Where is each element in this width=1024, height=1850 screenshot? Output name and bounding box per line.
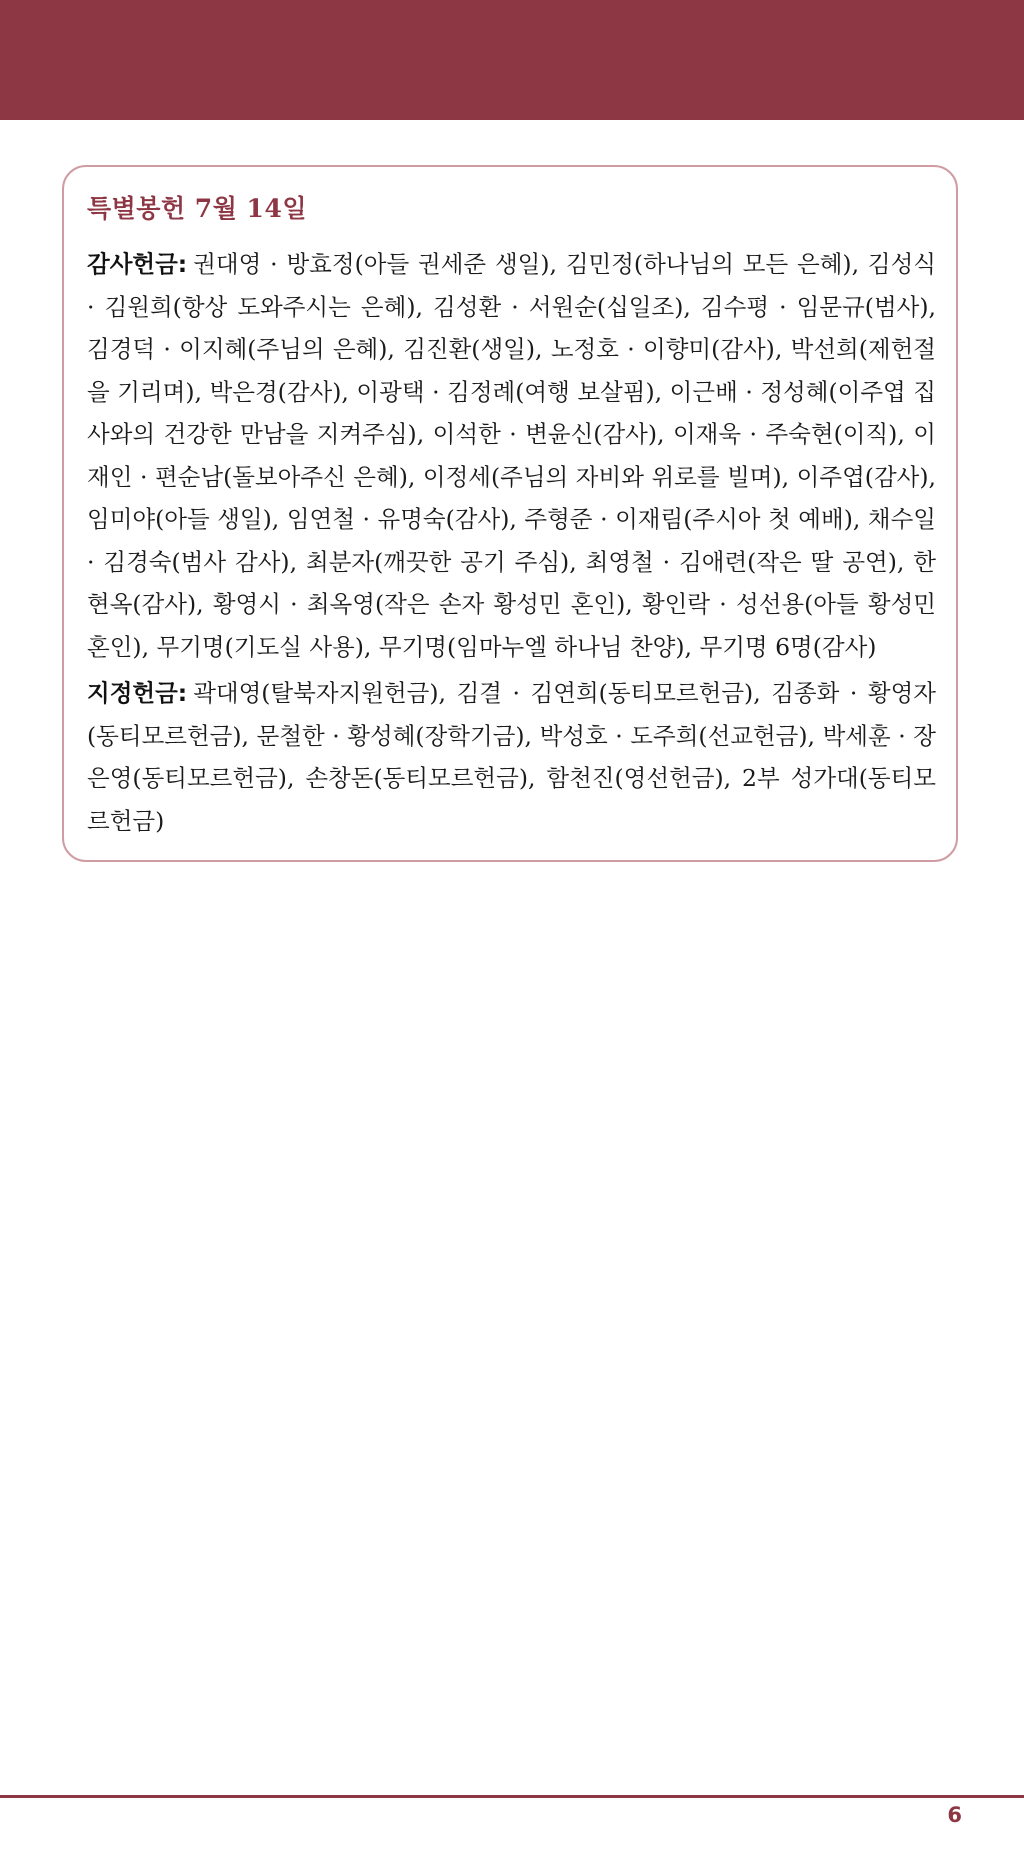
designated-offering-label: 지정헌금: bbox=[87, 679, 188, 707]
thanks-offering-label: 감사헌금: bbox=[87, 250, 188, 278]
top-banner bbox=[0, 0, 1024, 120]
designated-offering-section bbox=[87, 672, 936, 842]
special-offering-card bbox=[62, 165, 958, 862]
thanks-offering-section bbox=[87, 243, 936, 668]
page-number: 6 bbox=[947, 1803, 962, 1827]
thanks-offering-list: 권대영 · 방효정(아들 권세준 생일), 김민정(하나님의 모든 은혜), 김성식 · 김원희(항상 도와주시는 은혜), 김성환 · 서원순(십일조), 김수평 · 임문규(범사), 김경덕 · 이지혜(주님의 은혜), 김진환(생일), 노정호 · 이향미(감사), 박선희(제헌절을 기리며), 박은경(감사), 이광택 · 김정례(여행 보살핌), 이근배 · 정성혜(이주엽 집사와의 건강한 만남을 지켜주심), 이석한 · 변윤신(감사), 이재욱 · 주숙현(이직), 이재인 · 편순남(돌보아주신 은혜), 이정세(주님의 자비와 위로를 빌며), 이주엽(감사), 임미야(아들 생일), 임연철 · 유명숙(감사), 주형준 · 이재림(주시아 첫 예배), 채수일 · 김경숙(범사 감사), 최분자(깨끗한 공기 주심), 최영철 · 김애련(작은 딸 공연), 한현옥(감사), 황영시 · 최옥영(작은 손자 황성민 혼인), 황인락 · 성선용(아들 황성민 혼인), 무기명(기도실 사용), 무기명(임마누엘 하나님 찬양), 무기명 6명(감사) bbox=[87, 250, 936, 661]
footer-divider bbox=[0, 1795, 1024, 1798]
designated-offering-list: 곽대영(탈북자지원헌금), 김결 · 김연희(동티모르헌금), 김종화 · 황영자(동티모르헌금), 문철한 · 황성혜(장학기금), 박성호 · 도주희(선교헌금), 박세훈 · 장은영(동티모르헌금), 손창돈(동티모르헌금), 함천진(영선헌금), 2부 성가대(동티모르헌금) bbox=[87, 679, 936, 835]
card-title: 특별봉헌 7월 14일 bbox=[87, 194, 307, 223]
